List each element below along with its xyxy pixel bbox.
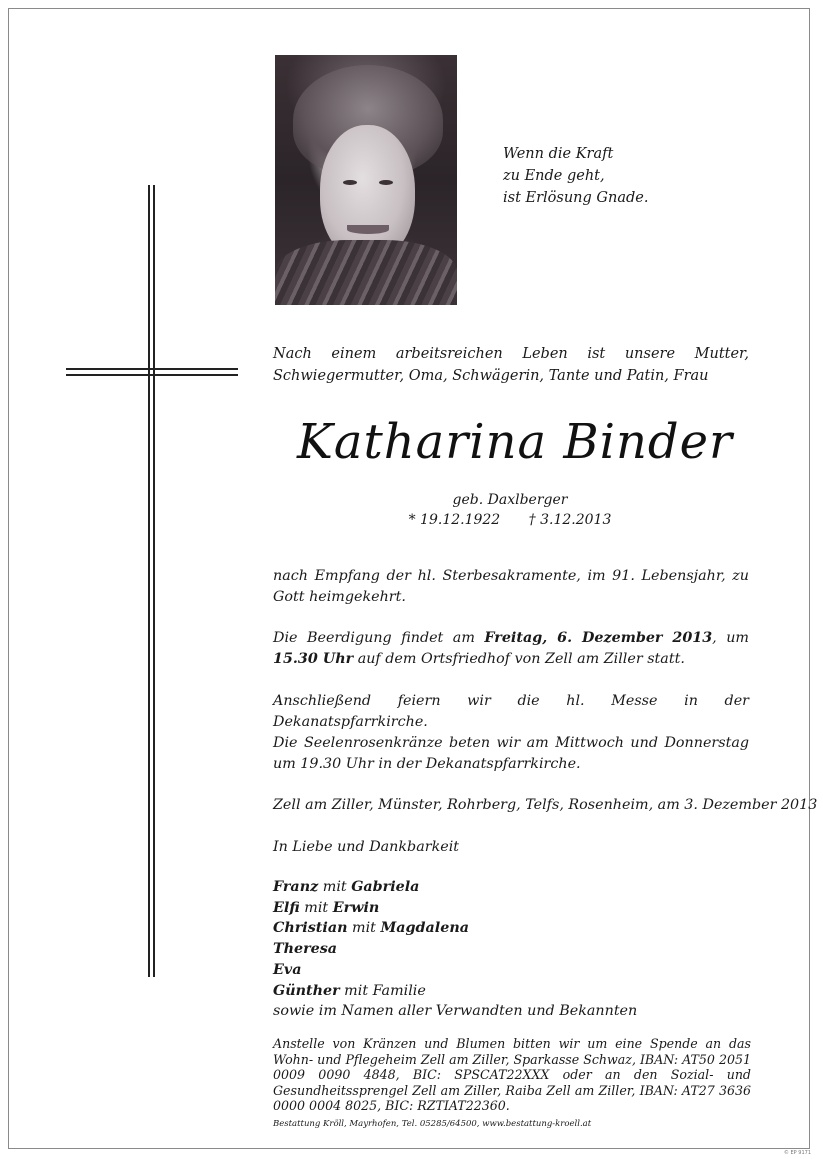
cross-horizontal-line [66, 368, 238, 370]
paragraph-closing: In Liebe und Dankbarkeit [273, 839, 460, 855]
paragraph-funeral [273, 628, 749, 670]
photo-eye-right [379, 180, 393, 185]
paragraph-place-date: Zell am Ziller, Münster, Rohrberg, Telfs, Rosenheim, am 3. Dezember 2013 [273, 797, 818, 813]
family-member: Günther mit Familie [273, 982, 426, 999]
family-member: Theresa [273, 941, 338, 958]
photo-mouth [347, 225, 389, 234]
funeral-time: 15.30 Uhr [273, 651, 354, 667]
funeral-text: Die Beerdigung findet am [273, 630, 485, 646]
donation-note: Anstelle von Kränzen und Blumen bitten wir um eine Spende an das Wohn- und Pflegeheim Zell am Ziller, Sparkasse Schwaz, IBAN: AT50 2051 0009 0090 4848, BIC: SPSCAT22XXX oder an den Sozial- und Gesundheitssprengel Zell am Ziller, Raiba Zell am Ziller, IBAN: AT27 3636 0000 0004 8025, BIC: RZTIAT22360. [273, 1036, 751, 1113]
cross-horizontal-line [66, 374, 238, 376]
family-member: Franz mit Gabriela [273, 879, 420, 895]
family-member: Elfi mit Erwin [273, 899, 380, 916]
memorial-quote [503, 143, 648, 209]
paragraph-sacraments: nach Empfang der hl. Sterbesakramente, im 91. Lebensjahr, zu Gott heimgekehrt. [273, 568, 749, 605]
photo-eye-left [343, 180, 357, 185]
funeral-text: , um [712, 630, 749, 646]
funeral-text: auf dem Ortsfriedhof von Zell am Ziller statt. [353, 651, 685, 667]
quote-line-1: Wenn die Kraft [503, 146, 614, 162]
funeral-date: Freitag, 6. Dezember 2013 [484, 630, 713, 646]
cross-vertical-line [148, 185, 150, 977]
quote-line-3: ist Erlösung Gnade. [503, 190, 649, 206]
deceased-name: Katharina Binder [297, 414, 733, 470]
print-code: © EP 9171 [783, 1150, 811, 1156]
family-list [273, 877, 749, 1022]
paragraph-mass: Anschließend feiern wir die hl. Messe in der Dekanatspfarrkirche. [273, 693, 749, 730]
quote-line-2: zu Ende geht, [503, 168, 605, 184]
cross-vertical-line [153, 185, 155, 977]
birth-name: geb. Daxlberger [452, 492, 568, 508]
funeral-home-footer: Bestattung Kröll, Mayrhofen, Tel. 05285/64500, www.bestattung-kroell.at [273, 1119, 592, 1129]
family-member: Eva [273, 961, 302, 978]
portrait-photo [275, 55, 457, 305]
photo-shawl [275, 240, 457, 305]
family-member: Christian mit Magdalena [273, 920, 469, 937]
paragraph-rosary: Die Seelenrosenkränze beten wir am Mittwoch und Donnerstag um 19.30 Uhr in der Dekanatspfarrkirche. [273, 735, 749, 772]
life-dates [380, 510, 640, 531]
family-closing: sowie im Namen aller Verwandten und Bekannten [273, 1003, 638, 1020]
intro-text: Nach einem arbeitsreichen Leben ist unsere Mutter, Schwiegermutter, Oma, Schwägerin, Tante und Patin, Frau [273, 346, 749, 384]
death-date: † 3.12.2013 [528, 512, 612, 528]
birth-date: * 19.12.1922 [408, 512, 501, 528]
